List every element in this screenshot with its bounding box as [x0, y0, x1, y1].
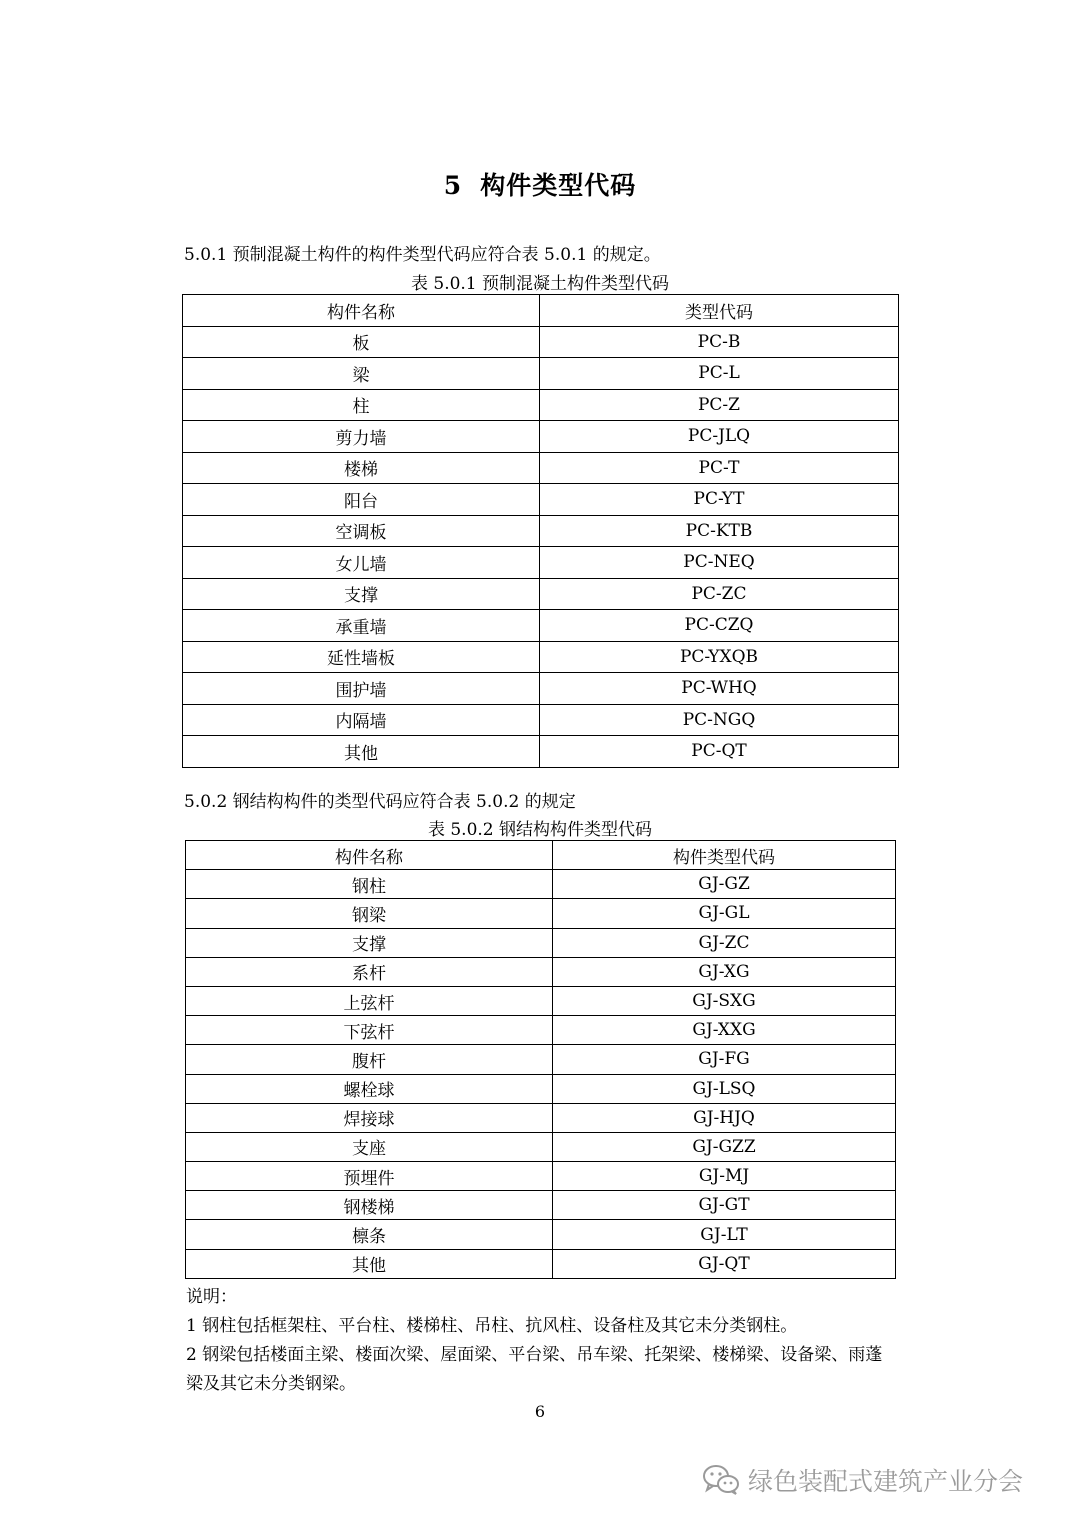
component-name-cell: 系杆	[186, 957, 553, 986]
type-code-cell: PC-B	[540, 326, 899, 358]
type-code-cell: PC-YXQB	[540, 641, 899, 673]
note-item: 1 钢柱包括框架柱、平台柱、楼梯柱、吊柱、抗风柱、设备柱及其它未分类钢柱。	[186, 1316, 798, 1336]
type-code-cell: PC-Z	[540, 389, 899, 421]
type-code-cell: GJ-GZZ	[553, 1132, 896, 1161]
component-name-cell: 延性墙板	[183, 641, 540, 673]
type-code-cell: PC-NEQ	[540, 547, 899, 579]
table-row	[183, 704, 899, 736]
component-name-cell: 螺栓球	[186, 1074, 553, 1103]
component-name-cell: 柱	[183, 389, 540, 421]
type-code-cell: PC-ZC	[540, 578, 899, 610]
table-row	[183, 673, 899, 705]
type-code-cell: GJ-XXG	[553, 1016, 896, 1045]
watermark	[702, 1460, 1023, 1500]
table-row	[183, 578, 899, 610]
component-name-cell: 支座	[186, 1132, 553, 1161]
component-name-cell: 檩条	[186, 1220, 553, 1249]
column-header: 构件名称	[186, 841, 553, 870]
watermark-text: 绿色装配式建筑产业分会	[748, 1467, 1024, 1496]
table-row	[186, 1191, 896, 1220]
column-header: 构件名称	[183, 295, 540, 327]
type-code-cell: PC-CZQ	[540, 610, 899, 642]
wechat-icon	[702, 1464, 740, 1496]
type-code-cell: PC-WHQ	[540, 673, 899, 705]
table-5-0-1-caption: 表 5.0.1 预制混凝土构件类型代码	[410, 274, 670, 294]
type-code-cell: GJ-MJ	[553, 1162, 896, 1191]
component-name-cell: 腹杆	[186, 1045, 553, 1074]
component-name-cell: 板	[183, 326, 540, 358]
precast-concrete-code-table	[182, 294, 899, 768]
type-code-cell: GJ-SXG	[553, 986, 896, 1015]
component-name-cell: 上弦杆	[186, 986, 553, 1015]
column-header: 构件类型代码	[553, 841, 896, 870]
type-code-cell: PC-T	[540, 452, 899, 484]
table-5-0-2-caption: 表 5.0.2 钢结构构件类型代码	[427, 820, 653, 840]
table-header-row	[183, 295, 899, 327]
type-code-cell: GJ-LSQ	[553, 1074, 896, 1103]
table-row	[183, 515, 899, 547]
steel-structure-code-table	[185, 840, 896, 1279]
component-name-cell: 楼梯	[183, 452, 540, 484]
table-row	[186, 1162, 896, 1191]
table-header-row	[186, 841, 896, 870]
type-code-cell: PC-L	[540, 358, 899, 390]
component-name-cell: 梁	[183, 358, 540, 390]
table-row	[186, 1016, 896, 1045]
component-name-cell: 阳台	[183, 484, 540, 516]
type-code-cell: PC-KTB	[540, 515, 899, 547]
type-code-cell: PC-NGQ	[540, 704, 899, 736]
table-row	[183, 452, 899, 484]
component-name-cell: 空调板	[183, 515, 540, 547]
table-row	[183, 610, 899, 642]
table-row	[183, 421, 899, 453]
type-code-cell: GJ-GT	[553, 1191, 896, 1220]
component-name-cell: 焊接球	[186, 1103, 553, 1132]
section-5-0-2-intro: 5.0.2 钢结构构件的类型代码应符合表 5.0.2 的规定	[184, 792, 576, 812]
component-name-cell: 支撑	[183, 578, 540, 610]
column-header: 类型代码	[540, 295, 899, 327]
table-row	[186, 1132, 896, 1161]
table-row	[183, 547, 899, 579]
type-code-cell: GJ-QT	[553, 1249, 896, 1278]
table-row	[186, 986, 896, 1015]
notes-title: 说明：	[186, 1287, 237, 1307]
table-row	[183, 641, 899, 673]
type-code-cell: GJ-HJQ	[553, 1103, 896, 1132]
type-code-cell: PC-JLQ	[540, 421, 899, 453]
table-row	[183, 484, 899, 516]
component-name-cell: 钢楼梯	[186, 1191, 553, 1220]
table-row	[186, 1249, 896, 1278]
component-name-cell: 内隔墙	[183, 704, 540, 736]
component-name-cell: 其他	[186, 1249, 553, 1278]
component-name-cell: 承重墙	[183, 610, 540, 642]
component-name-cell: 钢梁	[186, 899, 553, 928]
table-row	[186, 928, 896, 957]
type-code-cell: GJ-LT	[553, 1220, 896, 1249]
table-row	[186, 870, 896, 899]
table-row	[186, 1103, 896, 1132]
component-name-cell: 钢柱	[186, 870, 553, 899]
table-row	[186, 957, 896, 986]
table-row	[183, 389, 899, 421]
table-row	[186, 1074, 896, 1103]
type-code-cell: GJ-XG	[553, 957, 896, 986]
component-name-cell: 预埋件	[186, 1162, 553, 1191]
table-row	[186, 899, 896, 928]
component-name-cell: 支撑	[186, 928, 553, 957]
type-code-cell: GJ-FG	[553, 1045, 896, 1074]
chapter-number: 5	[443, 171, 463, 200]
notes-section	[186, 1283, 898, 1399]
table-row	[183, 326, 899, 358]
component-name-cell: 下弦杆	[186, 1016, 553, 1045]
table-row	[183, 736, 899, 768]
note-item: 2 钢梁包括楼面主梁、楼面次梁、屋面梁、平台梁、吊车梁、托架梁、楼梯梁、设备梁、雨蓬梁及其它未分类钢梁。	[186, 1345, 883, 1394]
table-row	[186, 1045, 896, 1074]
page-title	[0, 166, 1080, 202]
component-name-cell: 围护墙	[183, 673, 540, 705]
section-5-0-1-intro: 5.0.1 预制混凝土构件的构件类型代码应符合表 5.0.1 的规定。	[184, 245, 661, 265]
page-number: 6	[534, 1402, 546, 1421]
chapter-title: 构件类型代码	[480, 171, 637, 200]
component-name-cell: 女儿墙	[183, 547, 540, 579]
table-row	[186, 1220, 896, 1249]
type-code-cell: PC-YT	[540, 484, 899, 516]
type-code-cell: PC-QT	[540, 736, 899, 768]
table-row	[183, 358, 899, 390]
component-name-cell: 剪力墙	[183, 421, 540, 453]
type-code-cell: GJ-GZ	[553, 870, 896, 899]
type-code-cell: GJ-ZC	[553, 928, 896, 957]
component-name-cell: 其他	[183, 736, 540, 768]
type-code-cell: GJ-GL	[553, 899, 896, 928]
